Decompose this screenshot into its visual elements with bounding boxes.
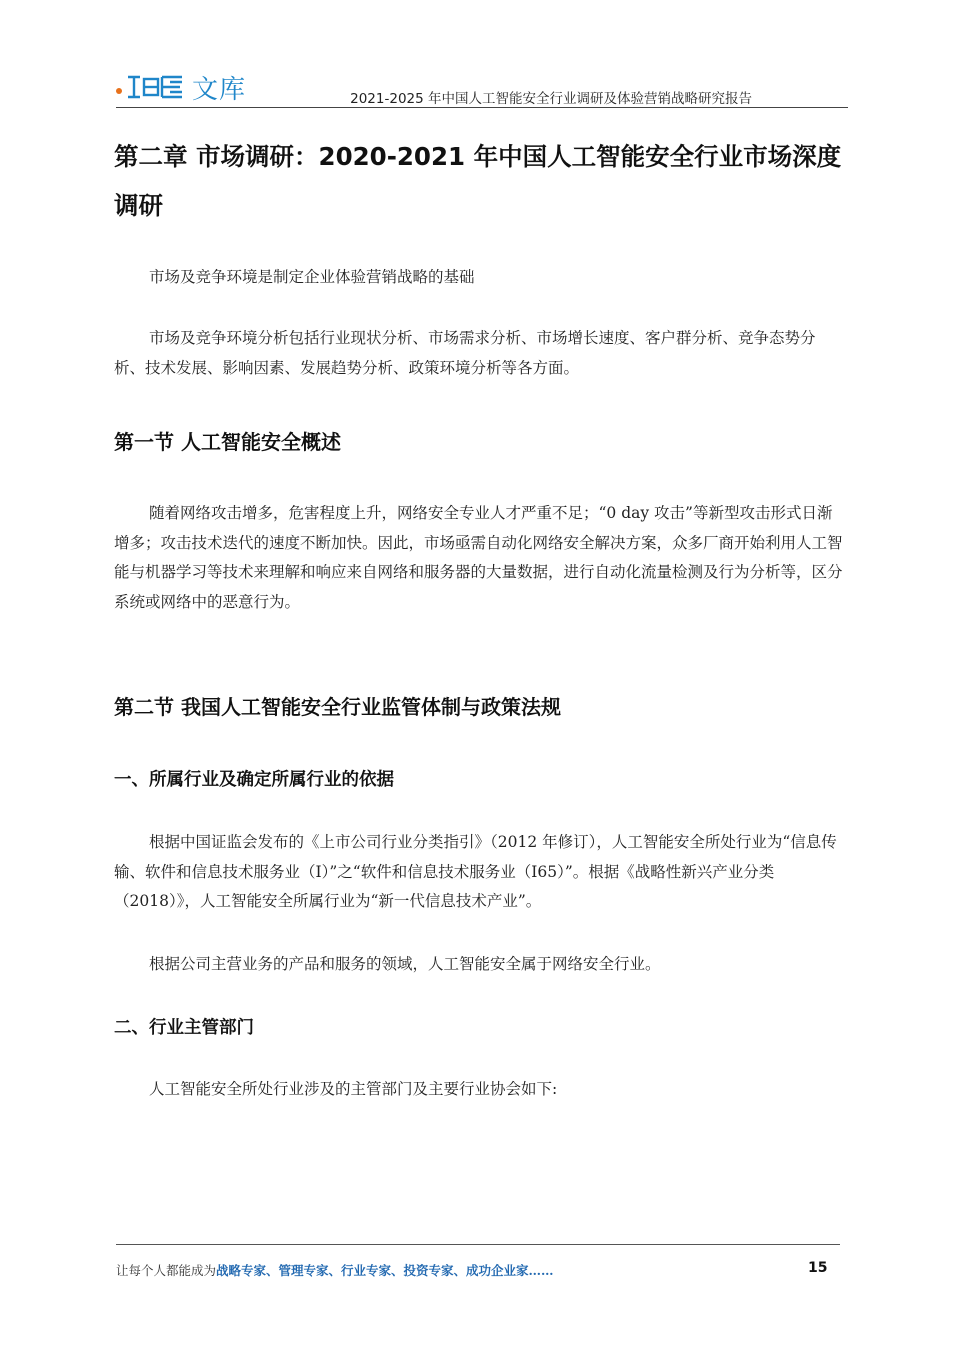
intro-paragraph-1: 市场及竞争环境是制定企业体验营销战略的基础 (149, 268, 475, 286)
subsection-1-paragraph-2: 根据公司主营业务的产品和服务的领域，人工智能安全属于网络安全行业。 (149, 955, 661, 973)
footer-prefix: 让每个人都能成为 (116, 1263, 217, 1278)
subsection-2-title: 二、行业主管部门 (114, 1018, 254, 1038)
report-title: 2021-2025 年中国人工智能安全行业调研及体验营销战略研究报告 (350, 91, 752, 107)
footer-slogan (116, 1261, 832, 1279)
header-divider (116, 107, 848, 108)
logo-dot-icon (116, 88, 122, 94)
subsection-1-paragraph-1: 根据中国证监会发布的《上市公司行业分类指引》（2012 年修订），人工智能安全所处行业为“信息传输、软件和信息技术服务业（I）”之“软件和信息技术服务业（I65）”。根据《战略性新兴产业分类（2018）》，人工智能安全所属行业为“新一代信息技术产业”。 (114, 833, 837, 910)
logo-text: 文库 (192, 74, 247, 105)
logo-mark-icon (126, 75, 186, 99)
chapter-title: 第二章 市场调研：2020-2021 年中国人工智能安全行业市场深度调研 (114, 142, 842, 220)
section-2-title: 第二节 我国人工智能安全行业监管体制与政策法规 (114, 695, 561, 719)
page-header (116, 62, 848, 108)
subsection-2-paragraph: 人工智能安全所处行业涉及的主管部门及主要行业协会如下: (149, 1080, 558, 1098)
page-number: 15 (808, 1260, 828, 1276)
footer-highlight: 战略专家、管理专家、行业专家、投资专家、成功企业家…… (216, 1263, 554, 1278)
logo (116, 70, 246, 104)
intro-paragraph-2: 市场及竞争环境分析包括行业现状分析、市场需求分析、市场增长速度、客户群分析、竞争态势分析、技术发展、影响因素、发展趋势分析、政策环境分析等各方面。 (114, 329, 816, 377)
section-1-title: 第一节 人工智能安全概述 (114, 430, 341, 454)
section-1-paragraph: 随着网络攻击增多，危害程度上升，网络安全专业人才严重不足；“0 day 攻击”等新型攻击形式日渐增多；攻击技术迭代的速度不断加快。因此，市场亟需自动化网络安全解决方案，众多厂商开始利用人工智能与机器学习等技术来理解和响应来自网络和服务器的大量数据，进行自动化流量检测及行为分析等，区分系统或网络中的恶意行为。 (114, 504, 843, 611)
footer-divider (116, 1244, 840, 1245)
subsection-1-title: 一、所属行业及确定所属行业的依据 (114, 770, 394, 790)
